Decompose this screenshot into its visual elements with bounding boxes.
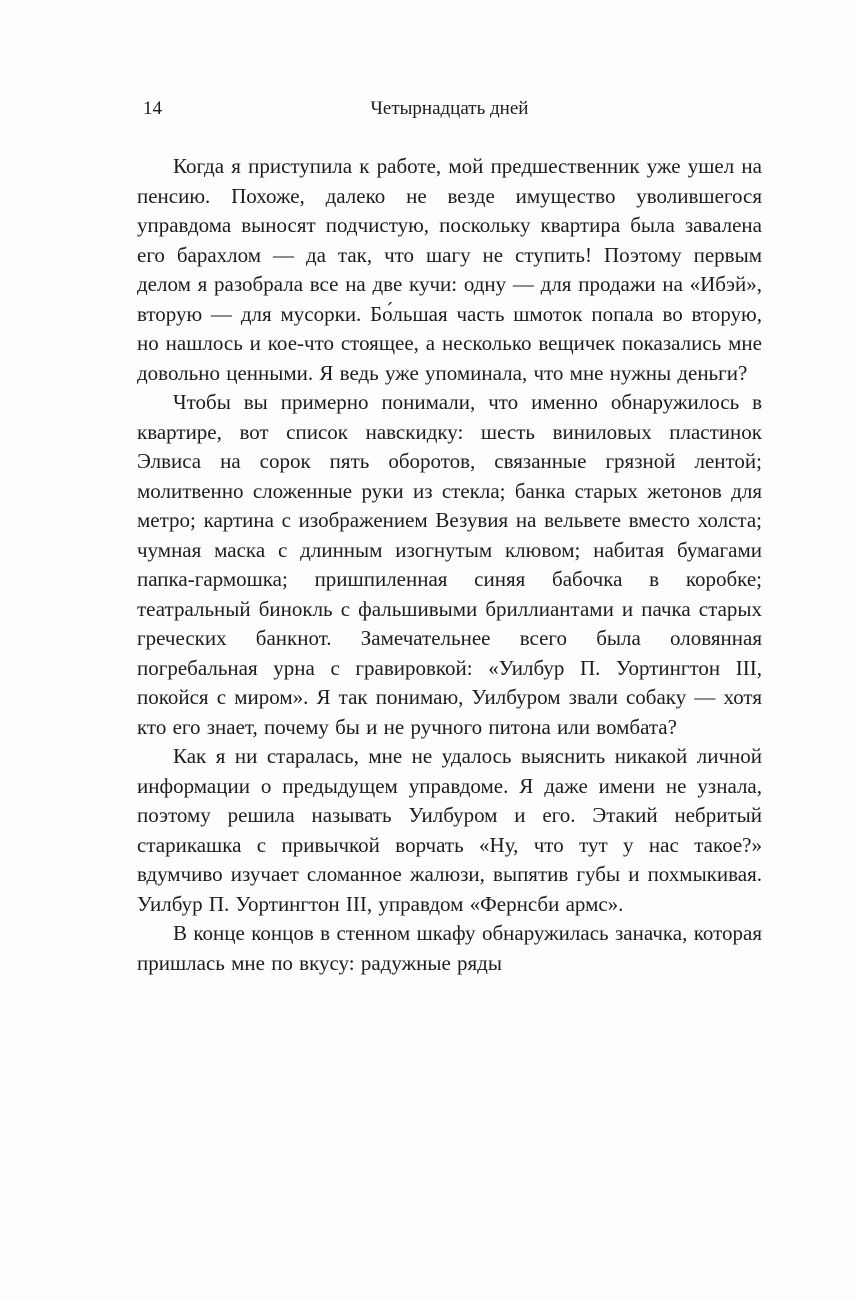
paragraph-1: Когда я приступила к работе, мой предшественник уже ушел на пенсию. Похоже, далеко не везде имущество уволившегося управдома выносят подчистую, поскольку квартира была завалена его барахлом — да так, что шагу не ступить! Поэтому первым делом я разобрала все на две кучи: одну — для продажи на «Ибэй», вторую — для мусорки. Бо́льшая часть шмоток попала во вторую, но нашлось и кое-что стоящее, а несколько вещичек показались мне довольно ценными. Я ведь уже упоминала, что мне нужны деньги? <box>137 154 762 385</box>
paragraph-3: Как я ни старалась, мне не удалось выяснить никакой личной информации о предыдущем управдоме. Я даже имени не узнала, поэтому решила называть Уилбуром и его. Этакий небритый старикашка с привычкой ворчать «Ну, что тут у нас такое?» вдумчиво изучает сломанное жалюзи, выпятив губы и похмыкивая. Уилбур П. Уортингтон III, управдом «Фернсби армс». <box>137 744 762 916</box>
body-text <box>137 152 762 978</box>
page-number: 14 <box>143 98 162 119</box>
paragraph-4: В конце концов в стенном шкафу обнаружилась заначка, которая пришлась мне по вкусу: радужные ряды <box>137 921 762 975</box>
running-title: Четырнадцать дней <box>370 98 529 119</box>
paragraph-2: Чтобы вы примерно понимали, что именно обнаружилось в квартире, вот список навскидку: шесть виниловых пластинок Элвиса на сорок пять оборотов, связанные грязной лентой; молитвенно сложенные руки из стекла; банка старых жетонов для метро; картина с изображением Везувия на вельвете вместо холста; чумная маска с длинным изогнутым клювом; набитая бумагами папка-гармошка; пришпиленная синяя бабочка в коробке; театральный бинокль с фальшивыми бриллиантами и пачка старых греческих банкнот. Замечательнее всего была оловянная погребальная урна с гравировкой: «Уилбур П. Уортингтон III, покойся с миром». Я так понимаю, Уилбуром звали собаку — хотя кто его знает, почему бы и не ручного питона или вомбата? <box>137 390 762 739</box>
page-header <box>137 96 762 122</box>
